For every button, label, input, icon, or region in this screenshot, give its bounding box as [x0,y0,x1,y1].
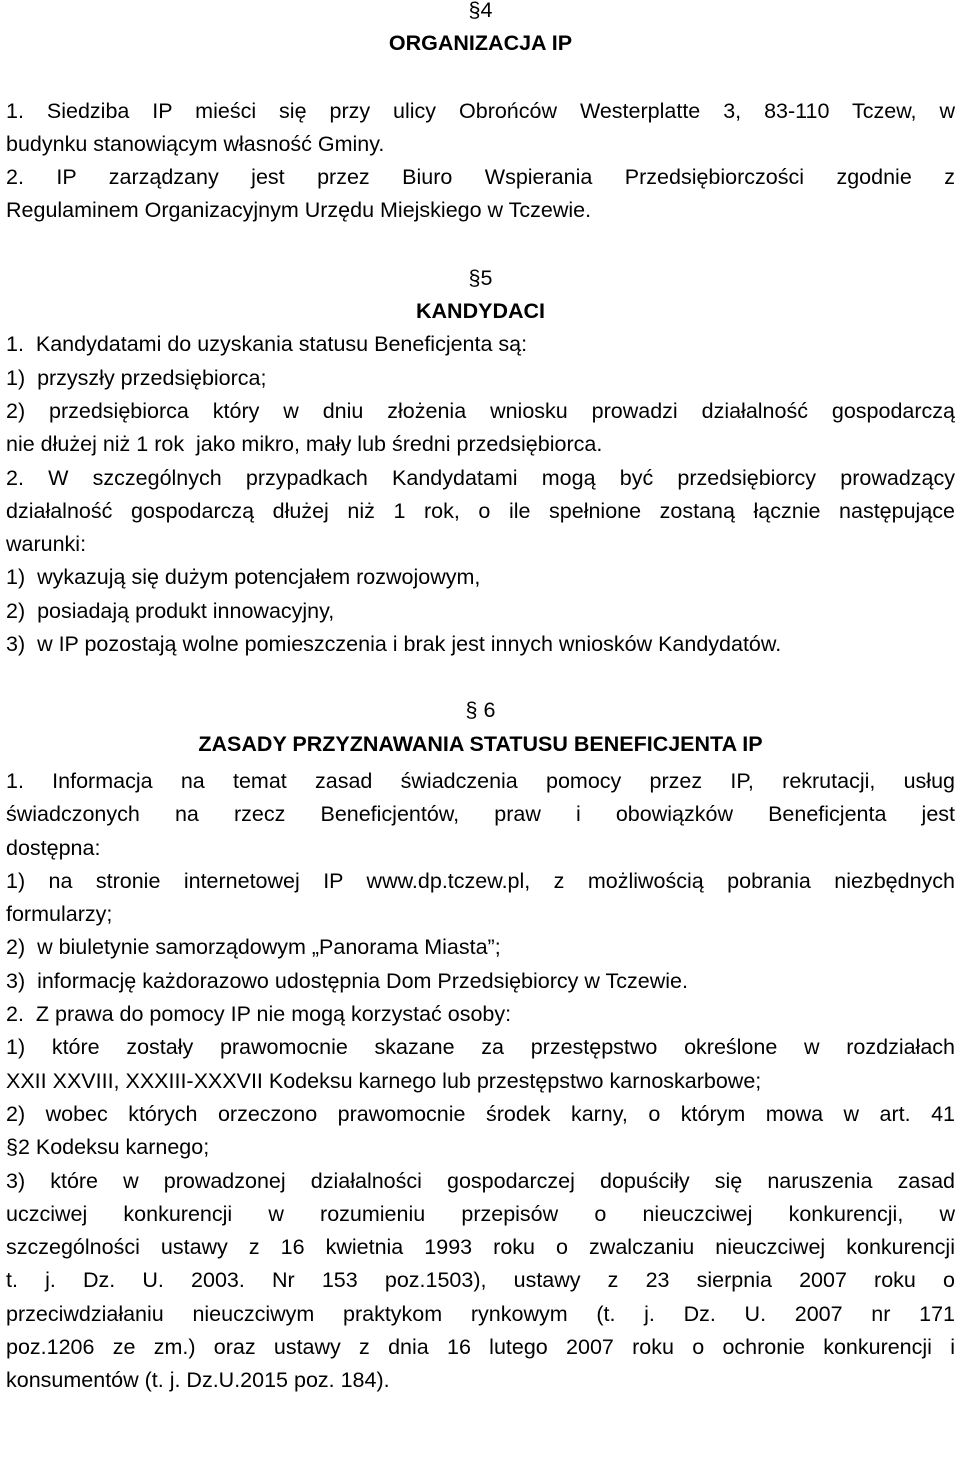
paragraph-line: konsumentów (t. j. Dz.U.2015 poz. 184). [6,1368,390,1393]
paragraph-line: świadczonych na rzecz Beneficjentów, praw i obowiązków Beneficjenta jest [6,802,955,827]
paragraph-line: 2. Z prawa do pomocy IP nie mogą korzystać osoby: [6,1002,512,1027]
section-number: § 6 [465,698,496,723]
section-5 [6,262,955,662]
paragraph-line: 2) posiadają produkt innowacyjny, [6,598,335,623]
paragraph-line: 2) w biuletynie samorządowym „Panorama Miasta”; [6,935,501,960]
paragraph-line: działalność gospodarczą dłużej niż 1 rok, o ile spełnione zostaną łącznie następujące [6,498,955,523]
paragraph-line: 2. IP zarządzany jest przez Biuro Wspierania Przedsiębiorczości zgodnie z [6,165,955,190]
paragraph-line: 3) w IP pozostają wolne pomieszczenia i brak jest innych wniosków Kandydatów. [6,632,782,657]
section-4 [6,0,955,228]
paragraph-line: 2) przedsiębiorca który w dniu złożenia wniosku prowadzi działalność gospodarczą [6,398,955,423]
paragraph-line: 1) które zostały prawomocnie skazane za przestępstwo określone w rozdziałach [6,1035,955,1060]
paragraph-line: 1) na stronie internetowej IP www.dp.tczew.pl, z możliwością pobrania niezbędnych [6,868,955,893]
paragraph-line: 2. W szczególnych przypadkach Kandydatami mogą być przedsiębiorcy prowadzący [6,465,955,490]
section-title: ZASADY PRZYZNAWANIA STATUSU BENEFICJENTA IP [198,731,763,756]
paragraph-line: formularzy; [6,902,113,927]
paragraph-line: warunki: [6,532,87,557]
paragraph-line: t. j. Dz. U. 2003. Nr 153 poz.1503), ustawy z 23 sierpnia 2007 roku o [6,1268,955,1293]
paragraph-line: 1. Kandydatami do uzyskania statusu Beneficjenta są: [6,332,528,357]
paragraph-line: 1) przyszły przedsiębiorca; [6,365,267,390]
paragraph-line: uczciwej konkurencji w rozumieniu przepisów o nieuczciwej konkurencji, w [6,1201,955,1226]
paragraph-line: budynku stanowiącym własność Gminy. [6,131,385,156]
paragraph-line: §2 Kodeksu karnego; [6,1135,210,1160]
paragraph-line: dostępna: [6,835,101,860]
paragraph-line: 1) wykazują się dużym potencjałem rozwojowym, [6,565,481,590]
paragraph-line: szczególności ustawy z 16 kwietnia 1993 roku o zwalczaniu nieuczciwej konkurencji [6,1235,955,1260]
section-title: ORGANIZACJA IP [388,31,573,56]
paragraph-line: poz.1206 ze zm.) oraz ustawy z dnia 16 lutego 2007 roku o ochronie konkurencji i [6,1334,955,1359]
paragraph-line: 1. Informacja na temat zasad świadczenia pomocy przez IP, rekrutacji, usług [6,768,955,793]
paragraph-line: przeciwdziałaniu nieuczciwym praktykom rynkowym (t. j. Dz. U. 2007 nr 171 [6,1301,955,1326]
section-6 [6,694,955,1397]
paragraph-line: XXII XXVIII, XXXIII-XXXVII Kodeksu karnego lub przestępstwo karnoskarbowe; [6,1068,762,1093]
paragraph-line: Regulaminem Organizacyjnym Urzędu Miejskiego w Tczewie. [6,198,592,223]
paragraph-line: 2) wobec których orzeczono prawomocnie środek karny, o którym mowa w art. 41 [6,1101,955,1126]
section-number: §5 [468,265,493,290]
paragraph-line: 3) które w prowadzonej działalności gospodarczej dopuściły się naruszenia zasad [6,1168,955,1193]
paragraph-line: 3) informację każdorazowo udostępnia Dom Przedsiębiorcy w Tczewie. [6,968,688,993]
document-page [6,0,955,1398]
section-number: §4 [468,0,493,22]
paragraph-line: nie dłużej niż 1 rok jako mikro, mały lub średni przedsiębiorca. [6,432,603,457]
paragraph-line: 1. Siedziba IP mieści się przy ulicy Obrońców Westerplatte 3, 83-110 Tczew, w [6,98,955,123]
section-title: KANDYDACI [416,299,545,324]
